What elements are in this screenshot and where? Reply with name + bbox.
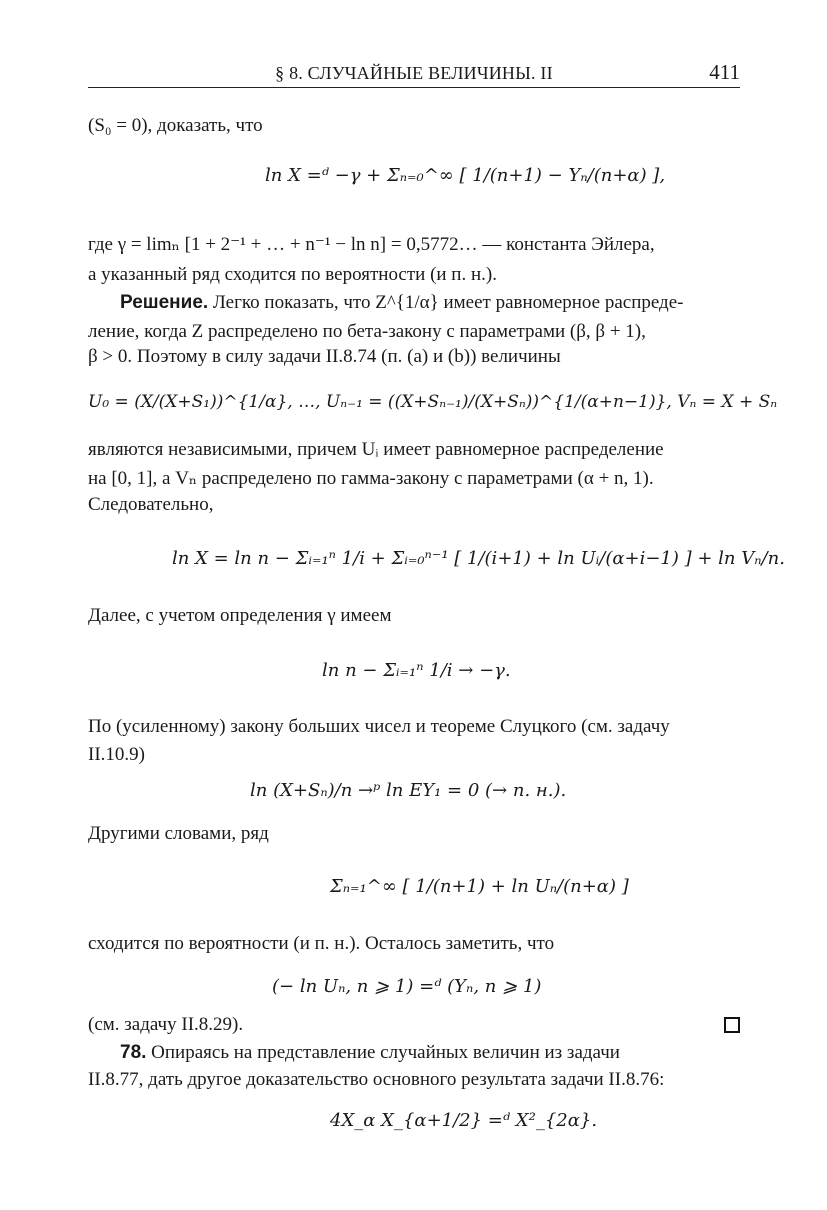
formula-distribution-equality: (− ln Uₙ, n ⩾ 1) =ᵈ (Yₙ, n ⩾ 1)	[272, 976, 542, 997]
text-line: являются независимыми, причем Uᵢ имеет равномерное распределение	[88, 439, 664, 460]
text-line: β > 0. Поэтому в силу задачи II.8.74 (п. (a) и (b)) величины	[88, 346, 561, 367]
section-title: § 8. СЛУЧАЙНЫЕ ВЕЛИЧИНЫ. II	[275, 63, 553, 83]
problem-number: 78.	[120, 1042, 147, 1063]
text-line: где γ = limₙ [1 + 2⁻¹ + … + n⁻¹ − ln n] = 0,5772… — константа Эйлера,	[88, 234, 655, 255]
text-line: Другими словами, ряд	[88, 823, 269, 844]
text-line: Далее, с учетом определения γ имеем	[88, 605, 392, 626]
text-line: (S₀ = 0), доказать, что	[88, 115, 263, 136]
solution-paragraph-start	[120, 292, 740, 314]
formula-euler-limit: ln n − Σᵢ₌₁ⁿ 1/i → −γ.	[322, 660, 511, 681]
text-line: ление, когда Z распределено по бета-закону с параметрами (β, β + 1),	[88, 321, 646, 342]
text-span: Опираясь на представление случайных величин из задачи	[146, 1042, 620, 1063]
formula-ln-x-decomposition: ln X = ln n − Σᵢ₌₁ⁿ 1/i + Σᵢ₌₀ⁿ⁻¹ [ 1/(i+1) + ln Uᵢ/(α+i−1) ] + ln Vₙ/n.	[172, 548, 785, 569]
text-span: Легко показать, что Z^{1/α} имеет равномерное распреде-	[208, 292, 684, 313]
text-line: сходится по вероятности (и п. н.). Осталось заметить, что	[88, 933, 555, 954]
page-number: 411	[709, 60, 740, 84]
problem-78-start	[120, 1042, 740, 1064]
formula-ln-x-series: ln X =ᵈ −γ + Σₙ₌₀^∞ [ 1/(n+1) − Yₙ/(n+α) ],	[265, 165, 666, 186]
solution-label: Решение.	[120, 292, 209, 313]
formula-u-v-definitions: U₀ = (X/(X+S₁))^{1/α}, …, Uₙ₋₁ = ((X+Sₙ₋₁)/(X+Sₙ))^{1/(α+n−1)}, Vₙ = X + Sₙ	[88, 392, 778, 412]
end-of-proof-square	[724, 1017, 740, 1033]
text-line: а указанный ряд сходится по вероятности (и п. н.).	[88, 264, 497, 285]
formula-slutsky-limit: ln (X+Sₙ)/n →ᵖ ln EY₁ = 0 (→ п. н.).	[250, 780, 567, 801]
text-line: II.10.9)	[88, 744, 145, 765]
text-line: на [0, 1], а Vₙ распределено по гамма-закону с параметрами (α + n, 1).	[88, 468, 654, 489]
text-line: Следовательно,	[88, 494, 214, 515]
text-line: II.8.77, дать другое доказательство основного результата задачи II.8.76:	[88, 1069, 665, 1090]
formula-series-un: Σₙ₌₁^∞ [ 1/(n+1) + ln Uₙ/(n+α) ]	[330, 876, 629, 897]
text-line: По (усиленному) закону больших чисел и теореме Слуцкого (см. задачу	[88, 716, 670, 737]
running-header	[88, 55, 740, 88]
formula-gamma-product: 4X_α X_{α+1/2} =ᵈ X²_{2α}.	[330, 1110, 598, 1131]
text-line: (см. задачу II.8.29).	[88, 1014, 244, 1035]
